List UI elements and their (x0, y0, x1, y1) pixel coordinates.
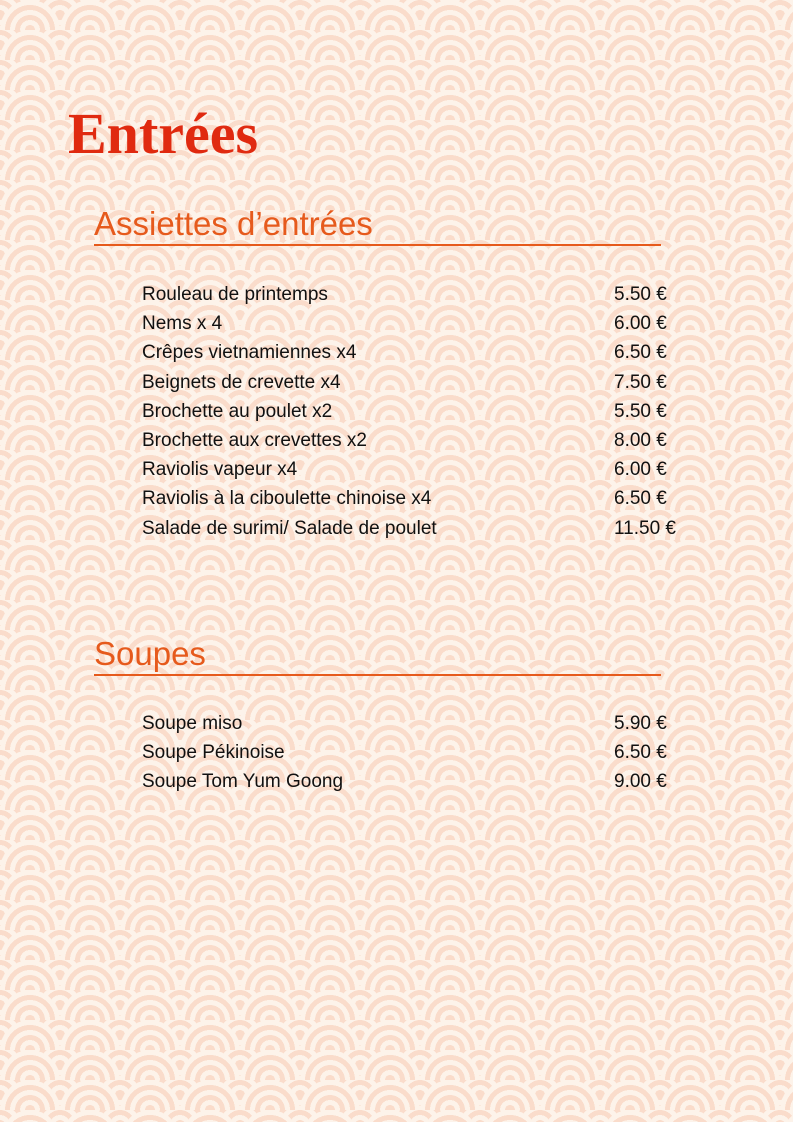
menu-item (142, 280, 702, 309)
item-name: Raviolis vapeur x4 (142, 459, 298, 481)
item-name: Brochette au poulet x2 (142, 400, 333, 422)
item-name: Soupe Tom Yum Goong (142, 771, 344, 793)
item-price: 6.00 € (614, 459, 667, 481)
item-name: Brochette aux crevettes x2 (142, 429, 367, 451)
item-name: Crêpes vietnamiennes x4 (142, 342, 357, 364)
menu-item (142, 309, 702, 338)
item-price: 8.00 € (614, 429, 667, 451)
item-price: 11.50 € (614, 517, 676, 539)
section-heading: Soupes (94, 634, 661, 676)
item-price: 5.90 € (614, 713, 667, 734)
item-name: Soupe Pékinoise (142, 742, 285, 764)
section-heading: Assiettes d’entrées (94, 204, 661, 246)
item-price: 5.50 € (614, 284, 667, 305)
section-assiettes-entrees (94, 204, 676, 539)
item-name: Salade de surimi/ Salade de poulet (142, 517, 437, 539)
menu-item (142, 484, 702, 513)
menu-list (142, 709, 702, 797)
menu-list (142, 280, 702, 543)
item-price: 7.50 € (614, 371, 667, 393)
menu-item (142, 397, 702, 426)
item-name: Soupe miso (142, 713, 243, 734)
menu-item (142, 767, 702, 796)
item-price: 6.50 € (614, 488, 667, 510)
menu-item (142, 709, 702, 738)
item-name: Nems x 4 (142, 313, 223, 335)
menu-item (142, 738, 702, 767)
item-price: 6.00 € (614, 313, 667, 335)
page-title: Entrées (68, 101, 259, 166)
menu-item (142, 426, 702, 455)
menu-item (142, 338, 702, 367)
menu-item (142, 368, 702, 397)
item-price: 6.50 € (614, 742, 667, 764)
menu-item (142, 455, 702, 484)
section-soupes (94, 634, 667, 793)
item-name: Rouleau de printemps (142, 284, 328, 305)
item-name: Raviolis à la ciboulette chinoise x4 (142, 488, 432, 510)
menu-item (142, 514, 702, 543)
item-price: 5.50 € (614, 400, 667, 422)
item-name: Beignets de crevette x4 (142, 371, 341, 393)
item-price: 9.00 € (614, 771, 667, 793)
item-price: 6.50 € (614, 342, 667, 364)
